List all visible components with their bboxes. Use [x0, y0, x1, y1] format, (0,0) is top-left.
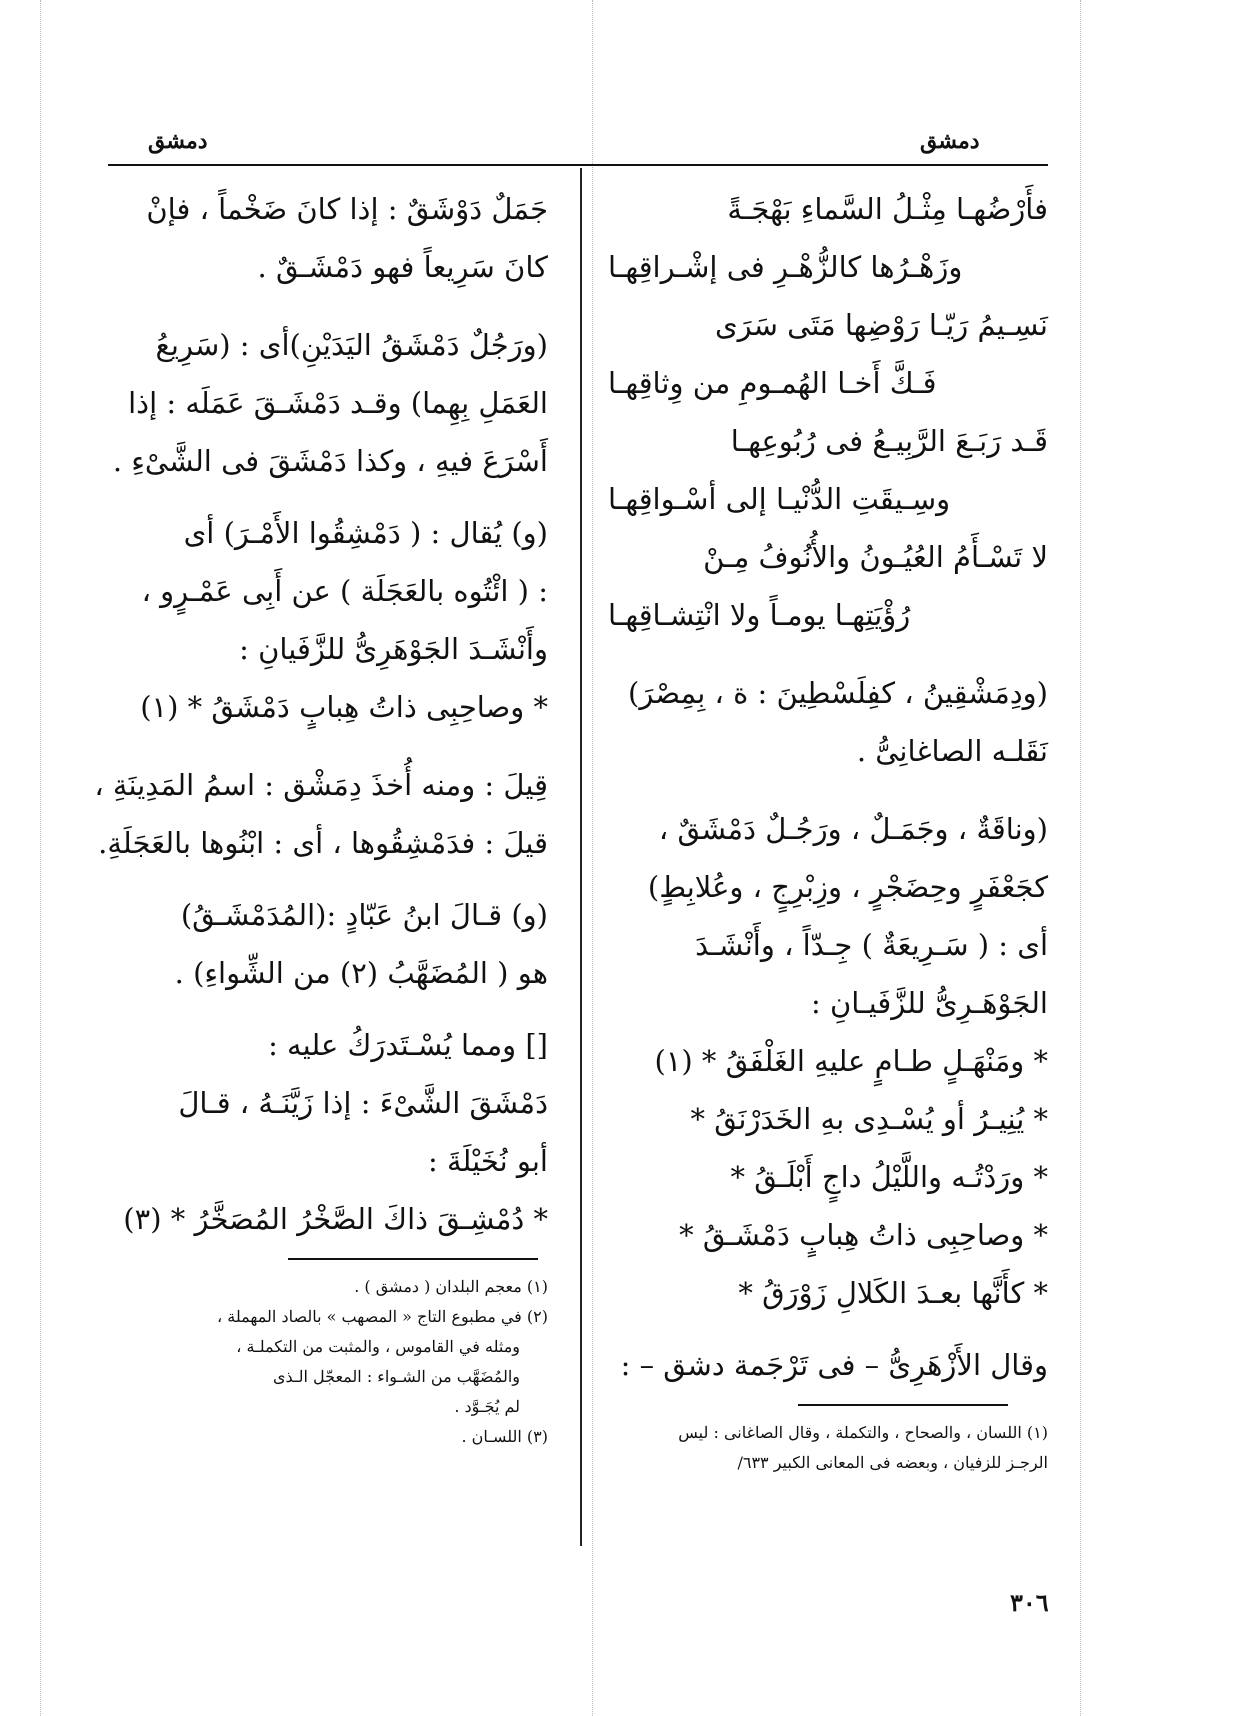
body-line: دَمْشَقَ الشَّىْءَ : إذا زَيَّنَـهُ ، قـالَ: [178, 1086, 548, 1120]
column-divider: [580, 168, 582, 1546]
body-line: كجَعْفَرٍ وحِضَجْرٍ ، وزِبْرِجٍ ، وعُلابِطٍ): [647, 870, 1048, 904]
body-line: (ودِمَشْقِينُ ، كفِلَسْطِينَ : ة ، بِمِصْرَ): [628, 676, 1048, 710]
body-line: كانَ سَرِيعاً فهو دَمْشَـقٌ .: [257, 250, 548, 284]
body-line: (ورَجُلٌ دَمْشَقُ اليَدَيْنِ)أى : (سَرِيعُ: [155, 328, 548, 362]
body-line: الجَوْهَـرِىُّ للزَّفَيـانِ :: [811, 986, 1048, 1020]
mustadrak-heading: [] ومما يُسْـتَدرَكُ عليه :: [268, 1028, 548, 1062]
page-number: ٣٠٦: [1010, 1588, 1049, 1617]
running-header-left: دمشق: [148, 128, 208, 154]
body-line: (و) يُقال : ( دَمْشِقُوا الأَمْـرَ) أى: [183, 516, 548, 550]
right-column: [608, 180, 1048, 1478]
body-line: (و) قـالَ ابنُ عَبّادٍ :(المُدَمْشَـقُ): [180, 898, 548, 932]
body-line: قيلَ : فدَمْشِقُوها ، أى : ابْنُوها بالعَجَلَةِ.: [98, 826, 548, 860]
footnote-line: لم يُجَـوَّد .: [454, 1397, 520, 1416]
footnote-line: ومثله في القاموس ، والمثبت من التكملـة ،: [236, 1337, 520, 1356]
rajaz-line: * كأَنَّها بعـدَ الكَلالِ زَوْرَقُ *: [738, 1276, 1048, 1310]
verse-line: نَسِـيمُ رَيّـا رَوْضِها مَتَى سَرَى: [714, 308, 1048, 342]
body-line: أبو نُخَيْلَةَ :: [427, 1144, 548, 1178]
body-line: أَسْرَعَ فيهِ ، وكذا دَمْشَقَ فى الشَّىْءِ .: [112, 444, 548, 478]
left-column: [94, 180, 548, 1452]
body-line: نَقَلـه الصاغانِىُّ .: [856, 734, 1048, 768]
rajaz-line: * ومَنْهَـلٍ طـامٍ عليهِ الغَلْفَقُ * (١): [654, 1044, 1048, 1078]
footnote-line: الرجـز للزفيان ، وبعضه فى المعانى الكبير ٦٣٣/: [737, 1453, 1048, 1472]
footnote-rule: [288, 1258, 538, 1260]
footnote-line: (١) معجم البلدان ( دمشق ) .: [354, 1277, 548, 1296]
running-header-right: دمشق: [920, 128, 980, 154]
rajaz-line: * وصاحِبِى ذاتُ هِبابٍ دَمْشَـقُ *: [679, 1218, 1048, 1252]
header-rule: [108, 164, 1048, 166]
rajaz-line: * يُنِيـرُ أو يُسْـدِى بهِ الخَدَرْنَقُ *: [690, 1102, 1048, 1136]
scan-dotted-guide: [592, 0, 593, 1716]
body-line: وأَنْشَـدَ الجَوْهَرِىُّ للزَّفَيانِ :: [239, 632, 548, 666]
verse-line: فأَرْضُهـا مِثْـلُ السَّماءِ بَهْجَـةً: [727, 192, 1048, 226]
verse-line: * وصاحِبِى ذاتُ هِبابٍ دَمْشَقُ * (١): [140, 690, 548, 724]
footnote-line: والمُضَهَّب من الشـواء : المعجّل الـذى: [272, 1367, 520, 1386]
verse-line: فَـكَّ أَخـا الهُمـومِ من وِثاقِهـا: [608, 366, 937, 400]
verse-line: رُؤْيَتِهـا يومـاً ولا انْتِشـاقِهـا: [608, 598, 911, 632]
footnote-line: (٣) اللسـان .: [461, 1427, 548, 1446]
body-line: (وناقَةٌ ، وجَمَـلٌ ، ورَجُـلٌ دَمْشَقٌ ،: [658, 812, 1048, 846]
body-line: أى : ( سَـرِيعَةٌ ) جِـدّاً ، وأَنْشَـدَ: [695, 928, 1048, 962]
footnote-line: (١) اللسان ، والصحاح ، والتكملة ، وقال الصاغانى : ليس: [678, 1423, 1048, 1442]
verse-line: وزَهْـرُها كالزُّهْـرِ فى إشْـراقِهـا: [608, 250, 963, 284]
body-line: العَمَلِ بِهِما) وقـد دَمْشَـقَ عَمَلَه : إذا: [128, 386, 548, 420]
footnote-rule: [798, 1404, 1008, 1406]
rajaz-line: * ورَدْتُـه واللَّيْلُ داجٍ أَبْلَـقُ *: [730, 1160, 1048, 1194]
verse-line: * دُمْشِـقَ ذاكَ الصَّخْرُ المُصَخَّرُ * (٣): [123, 1202, 548, 1236]
scan-dotted-guide: [1080, 0, 1081, 1716]
scan-dotted-guide: [40, 0, 41, 1716]
verse-line: لا تَسْـأَمُ العُيُـونُ والأُنُوفُ مِـنْ: [703, 540, 1048, 574]
body-line: هو ( المُضَهَّبُ (٢) من الشِّواءِ) .: [174, 956, 548, 990]
verse-line: وسِـيقَتِ الدُّنْيـا إلى أسْـواقِهـا: [608, 482, 951, 516]
body-line: قِيلَ : ومنه أُخذَ دِمَشْق : اسمُ المَدِينَةِ ،: [94, 768, 548, 802]
verse-line: قَـد رَبَـعَ الرَّبِيـعُ فى رُبُوعِهـا: [730, 424, 1048, 458]
footnote-line: (٢) في مطبوع التاج « المصهب » بالصاد المهملة ،: [217, 1307, 548, 1326]
body-line: جَمَلٌ دَوْشَقٌ : إذا كانَ ضَخْماً ، فإنْ: [146, 192, 548, 226]
body-line: وقال الأَزْهَرِىُّ – فى تَرْجَمة دشق – :: [620, 1348, 1048, 1382]
body-line: : ( ائْتُوه بالعَجَلَة ) عن أَبِى عَمْـرٍو ،: [141, 574, 548, 608]
